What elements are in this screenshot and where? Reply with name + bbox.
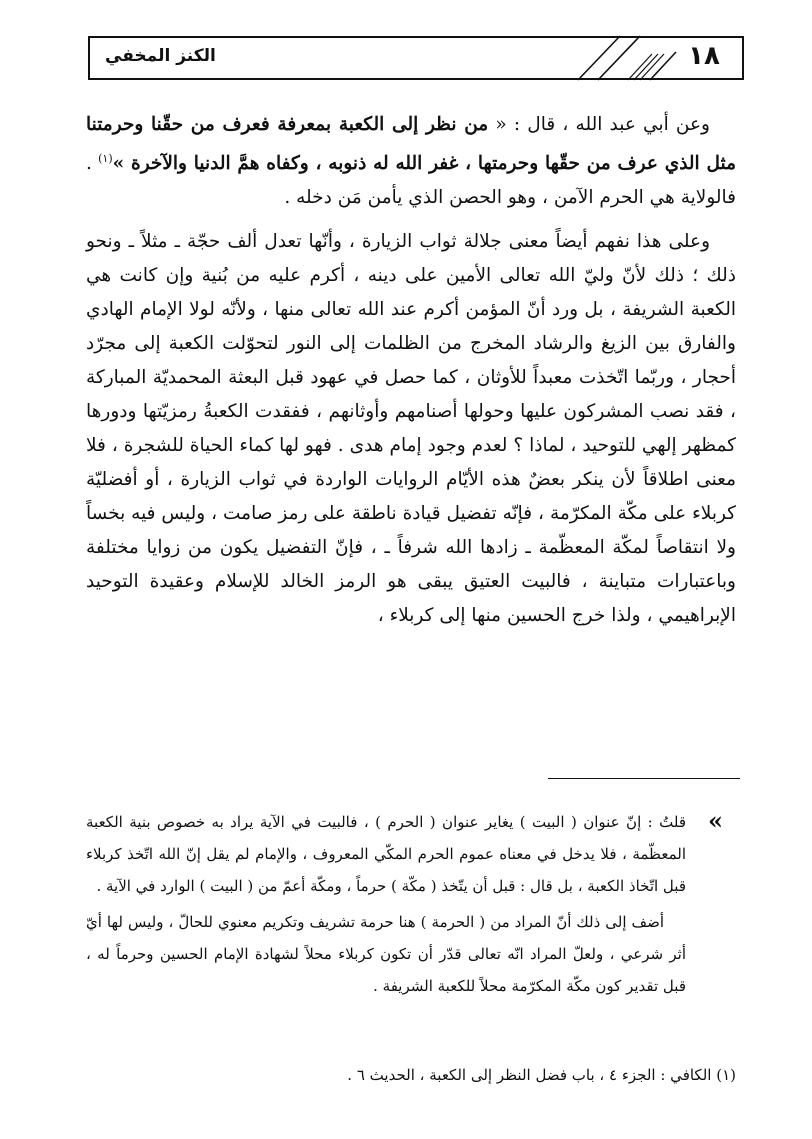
hadith-quote: من نظر إلى الكعبة بمعرفة فعرف من حقّنا وحرمتنا مثل الذي عرف من حقّها وحرمتها ، غفر الله له ذنوبه ، وكفاه همَّ الدنيا والآخرة » — [86, 114, 736, 175]
header-slash-ornament — [540, 34, 680, 82]
comment-paragraph-1: قلتُ : إنّ عنوان ( البيت ) يغاير عنوان ( الحرم ) ، فالبيت في الآية يراد به خصوص بنية الكعبة المعظّمة ، فلا يدخل في معناه عموم الحرم المكّي المعروف ، والإمام لم يقل إنّ الله اتّخذ كربلاء قبل اتّخاذ الكعبة ، بل قال : قبل أن يتّخذ ( مكّة ) حرماً ، ومكّة أعمّ من ( البيت ) الوارد في الآية . — [86, 813, 686, 895]
hadith-intro: وعن أبي عبد الله ، قال : « — [488, 114, 710, 135]
author-comment — [86, 806, 686, 1002]
footnote: (١) الكافي : الجزء ٤ ، باب فضل النظر إلى الكعبة ، الحديث ٦ . — [347, 1066, 736, 1084]
comment-marker: « — [708, 806, 723, 835]
comment-paragraph-2: أضف إلى ذلك أنّ المراد من ( الحرمة ) هنا حرمة تشريف وتكريم معنوي للحالّ ، وليس لها أيّ أثر شرعي ، ولعلّ المراد انّه تعالى قدّر أن تكون كربلاء محلاً لشهادة الإمام الحسين وحرماً له ، قبل تقدير كون مكّة المكرّمة محلاً للكعبة الشريفة . — [86, 913, 686, 995]
main-text — [86, 108, 736, 633]
running-header-title: الكنز المخفي — [105, 46, 216, 66]
hadith-conclusion: . فالولاية هي الحرم الآمن ، وهو الحصن الذي يأمن مَن دخله . — [86, 153, 736, 209]
page-number: ١٨ — [688, 41, 720, 71]
paragraph-ziyara: وعلى هذا نفهم أيضاً معنى جلالة ثواب الزيارة ، وأنّها تعدل ألف حجّة ـ مثلاً ـ ونحو ذلك ؛ ذلك لأنّ وليّ الله تعالى الأمين على دينه ، أكرم عليه من بُنية وإن كانت هي الكعبة الشريفة ، بل ورد أنّ المؤمن أكرم عند الله تعالى منها ، ولأنّه لولا الإمام الهادي والفارق بين الزيغ والرشاد المخرج من الظلمات إلى النور لتحوّلت الكعبة إلى مجرّد أحجار ، وربّما اتّخذت معبداً للأوثان ، كما حصل في عهود قبل البعثة المحمديّة المباركة ، فقد نصب المشركون عليها وحولها أصنامهم وأوثانهم ، ففقدت الكعبةُ رمزيّتها ودورها كمظهر إلهي للتوحيد ، لماذا ؟ لعدم وجود إمام هدى . فهو لها كماء الحياة للشجرة ، فلا معنى اطلاقاً لأن ينكر بعضٌ هذه الأيّام الروايات الواردة في ثواب الزيارة ، أو أفضليّة كربلاء على مكّة المكرّمة ، فإنّه تفضيل قيادة ناطقة على رمز صامت ، وليس فيه بخساً ولا انتقاصاً لمكّة المعظّمة ـ زادها الله شرفاً ـ ، فإنّ التفضيل يكون من زوايا مختلفة وباعتبارات متباينة ، فالبيت العتيق يبقى هو الرمز الخالد للإسلام وعقيدة التوحيد الإبراهيمي ، ولذا خرج الحسين منها إلى كربلاء ، — [86, 231, 736, 627]
paragraph-hadith — [86, 108, 736, 215]
footnote-ref: (١) — [98, 152, 113, 165]
footnote-separator — [548, 778, 740, 779]
